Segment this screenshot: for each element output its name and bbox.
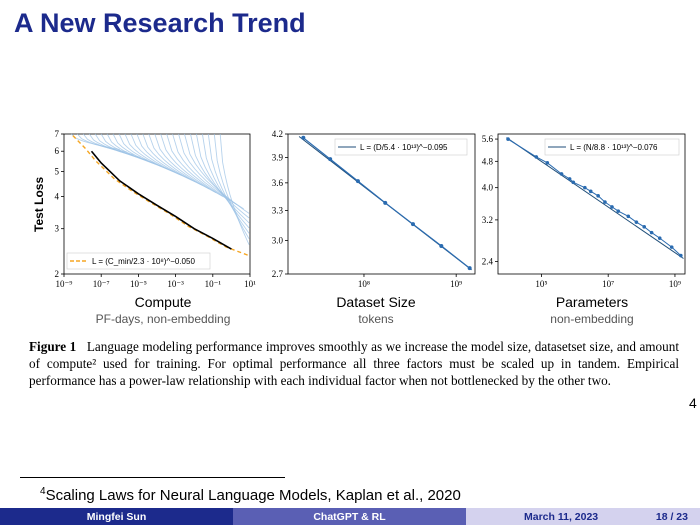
parameters-xtick-label: 10⁵ (535, 279, 548, 289)
parameters-legend-text: L = (N/8.8 · 10¹³)^−0.076 (570, 143, 658, 152)
dataset-ytick-label: 3.3 (271, 205, 283, 216)
dataset-data-point (383, 201, 387, 205)
parameters-xtick-label: 10⁹ (668, 279, 682, 289)
dataset-data-point (411, 222, 415, 226)
footer-author (0, 508, 233, 525)
compute-training-runs (71, 134, 249, 245)
compute-xsublabel: PF-days, non-embedding (95, 312, 231, 326)
footnote-mark: 4 (40, 486, 46, 497)
compute-run-curve (185, 134, 250, 213)
dataset-data-point (439, 244, 443, 248)
compute-xtick-label: 10⁻⁷ (92, 279, 110, 289)
parameters-ytick-label: 4.8 (481, 156, 493, 167)
dataset-xsublabel: tokens (358, 312, 394, 326)
parameters-data-point (589, 190, 593, 194)
parameters-xlabel: Parameters (555, 294, 629, 310)
dataset-data-point (468, 266, 472, 270)
dataset-data-point (356, 179, 360, 183)
compute-ytick-label: 4 (54, 191, 59, 202)
parameters-data-point (571, 181, 575, 185)
footnote (40, 486, 461, 504)
dataset-data-point (301, 136, 305, 140)
parameters-data-point (534, 155, 538, 159)
parameters-panel (482, 134, 685, 326)
dataset-xtick-label: 10⁹ (450, 279, 463, 289)
compute-xtick-label: 10¹ (244, 279, 256, 289)
dataset-ytick-label: 3.9 (271, 152, 283, 163)
footer-topic-text: ChatGPT & RL (313, 510, 386, 523)
compute-legend-text: L = (C_min/2.3 · 10⁸)^−0.050 (92, 257, 195, 266)
figure-1-plots (0, 128, 700, 328)
dataset-ytick-label: 2.7 (271, 269, 283, 279)
parameters-data-point (616, 209, 620, 213)
parameters-data-point (679, 254, 683, 258)
parameters-data-point (546, 161, 550, 165)
compute-run-curve (214, 134, 249, 239)
parameters-data-point (626, 215, 630, 219)
parameters-ytick-label: 3.2 (481, 214, 493, 225)
compute-xtick-label: 10⁻¹ (204, 279, 222, 289)
dataset-data-point (328, 157, 332, 161)
parameters-xtick-label: 10⁷ (602, 279, 615, 289)
compute-ylabel: Test Loss (32, 176, 46, 232)
compute-xtick-label: 10⁻⁹ (55, 279, 73, 289)
dataset-panel (272, 129, 475, 326)
dataset-ytick-label: 4.2 (271, 129, 283, 139)
dataset-ytick-label: 3.6 (271, 177, 283, 188)
footnote-text: Scaling Laws for Neural Language Models, Kaplan et al., 2020 (45, 487, 461, 504)
compute-ytick-label: 3 (54, 223, 59, 234)
parameters-ytick-label: 4.0 (481, 182, 493, 193)
compute-xtick-label: 10⁻⁵ (129, 279, 147, 289)
dataset-legend-text: L = (D/5.4 · 10¹³)^−0.095 (360, 143, 448, 152)
parameters-data-point (560, 172, 564, 176)
side-number: 4 (689, 395, 697, 411)
dataset-xtick-label: 10⁸ (357, 279, 371, 289)
footer-author-text: Mingfei Sun (86, 510, 147, 523)
parameters-data-point (603, 200, 607, 204)
compute-xlabel: Compute (134, 294, 192, 310)
parameters-ytick-label: 2.4 (481, 256, 493, 267)
parameters-axis-ticks (482, 134, 681, 289)
figure-caption (29, 338, 679, 389)
parameters-ytick-label: 5.6 (481, 134, 493, 145)
parameters-data-point (650, 231, 654, 235)
slide-title: A New Research Trend (14, 8, 306, 38)
footer-page-number: 18 / 23 (655, 510, 688, 523)
compute-panel (32, 129, 256, 326)
compute-xtick-label: 10⁻³ (167, 279, 184, 289)
parameters-data-point (670, 245, 674, 249)
parameters-fit-line (507, 138, 684, 259)
caption-text: Language modeling performance improves smoothly as we increase the model size, datasetset size, and amount of compute² used for training. For optimal performance all three factors must be scaled up in tandem. Empirical performance has a power-law relationship with each individual factor when not bottlenecked by the other two. (29, 339, 679, 388)
footnote-rule (20, 477, 285, 478)
footer-date: March 11, 2023 (524, 510, 599, 523)
parameters-data-point (506, 137, 510, 141)
footer-date-page (466, 508, 700, 525)
dataset-xlabel: Dataset Size (336, 294, 416, 310)
caption-label: Figure 1 (29, 339, 77, 354)
compute-ytick-label: 2 (54, 269, 59, 279)
compute-ytick-label: 7 (54, 129, 59, 139)
compute-ytick-label: 6 (54, 146, 59, 157)
parameters-xsublabel: non-embedding (550, 312, 634, 326)
parameters-data-point (658, 236, 662, 240)
dataset-ytick-label: 3.0 (271, 235, 283, 246)
compute-run-curve (220, 134, 249, 245)
parameters-data-point (596, 194, 600, 198)
parameters-data-point (583, 186, 587, 190)
parameters-data-point (642, 225, 646, 229)
footer-bar (0, 508, 700, 525)
parameters-data-point (635, 220, 639, 224)
footer-topic (233, 508, 466, 525)
parameters-data-point (568, 177, 572, 181)
compute-ytick-label: 5 (54, 166, 59, 177)
parameters-data-point (610, 205, 614, 209)
